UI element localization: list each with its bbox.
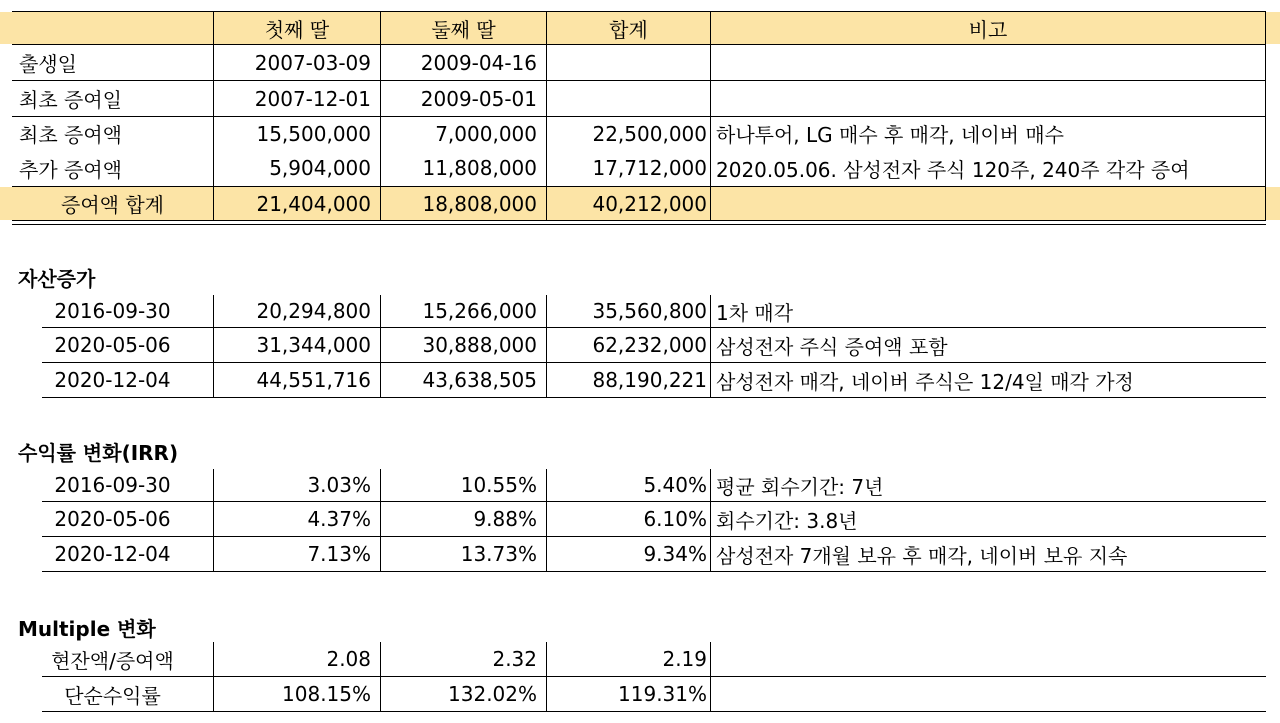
first-daughter-value: 44,551,716 xyxy=(213,363,380,397)
table-row xyxy=(0,117,1280,150)
row-label: 최초 증여일 xyxy=(19,88,122,112)
row-date: 2020-12-04 xyxy=(54,368,171,392)
note-value: 평균 회수기간: 7년 xyxy=(710,469,1266,501)
header-cell-note: 비고 xyxy=(710,12,1266,44)
total-value: 17,712,000 xyxy=(546,150,710,186)
row-label: 추가 증여액 xyxy=(19,157,122,182)
total-value xyxy=(546,81,710,116)
table-row xyxy=(0,469,1280,501)
table-row xyxy=(0,328,1280,362)
grand-total: 40,212,000 xyxy=(546,187,710,220)
total-value xyxy=(546,45,710,80)
section-title-asset: 자산증가 xyxy=(18,267,96,291)
first-daughter-value: 3.03% xyxy=(213,469,380,501)
second-daughter-value: 43,638,505 xyxy=(380,363,546,397)
section-title-multiple: Multiple 변화 xyxy=(18,617,156,641)
note-value xyxy=(710,45,1266,80)
row-date: 2020-05-06 xyxy=(54,507,171,531)
row-date: 2020-12-04 xyxy=(54,542,171,566)
grid-line xyxy=(42,711,1266,712)
note-value xyxy=(710,81,1266,116)
header-cell-label xyxy=(12,12,213,44)
row-date: 2020-05-06 xyxy=(54,333,171,357)
table-row xyxy=(0,45,1280,80)
note-value: 2020.05.06. 삼성전자 주식 120주, 240주 각각 증여 xyxy=(710,150,1266,186)
row-label: 최초 증여액 xyxy=(19,123,122,147)
table-row xyxy=(0,295,1280,327)
note-value xyxy=(710,642,1266,676)
second-daughter-value: 2.32 xyxy=(380,642,546,676)
first-daughter-value: 15,500,000 xyxy=(213,117,380,150)
row-label: 출생일 xyxy=(19,52,77,76)
table-row xyxy=(0,150,1280,186)
row-label: 단순수익률 xyxy=(64,683,161,708)
header-cell-total: 합계 xyxy=(546,12,710,44)
row-label: 현잔액/증여액 xyxy=(51,648,174,673)
second-daughter-value: 7,000,000 xyxy=(380,117,546,150)
table-row xyxy=(0,677,1280,711)
total-value: 2.19 xyxy=(546,642,710,676)
total-value: 22,500,000 xyxy=(546,117,710,150)
first-daughter-value: 108.15% xyxy=(213,677,380,711)
gift-total-row xyxy=(0,187,1280,220)
second-daughter-value: 13.73% xyxy=(380,537,546,571)
second-daughter-value: 30,888,000 xyxy=(380,328,546,362)
first-daughter-value: 5,904,000 xyxy=(213,150,380,186)
note-value xyxy=(710,677,1266,711)
total-value: 9.34% xyxy=(546,537,710,571)
first-daughter-value: 31,344,000 xyxy=(213,328,380,362)
row-date: 2016-09-30 xyxy=(54,473,171,497)
total-row-note xyxy=(710,187,1266,220)
second-daughter-value: 2009-05-01 xyxy=(380,81,546,116)
first-daughter-value: 20,294,800 xyxy=(213,295,380,327)
header-cell-first-daughter: 첫째 딸 xyxy=(213,12,380,44)
double-underline xyxy=(12,224,1266,225)
table-row xyxy=(0,81,1280,116)
first-daughter-value: 4.37% xyxy=(213,502,380,536)
second-daughter-value: 10.55% xyxy=(380,469,546,501)
header-row xyxy=(0,12,1280,44)
second-daughter-value: 132.02% xyxy=(380,677,546,711)
note-value: 삼성전자 주식 증여액 포함 xyxy=(710,328,1266,362)
first-daughter-value: 7.13% xyxy=(213,537,380,571)
total-value: 119.31% xyxy=(546,677,710,711)
table-row xyxy=(0,502,1280,536)
grid-line xyxy=(12,220,1266,221)
table-row xyxy=(0,537,1280,571)
second-daughter-value: 9.88% xyxy=(380,502,546,536)
first-daughter-value: 2.08 xyxy=(213,642,380,676)
note-value: 삼성전자 매각, 네이버 주식은 12/4일 매각 가정 xyxy=(710,363,1266,397)
table-row xyxy=(0,363,1280,397)
note-value: 1차 매각 xyxy=(710,295,1266,327)
first-daughter-total: 21,404,000 xyxy=(213,187,380,220)
second-daughter-value: 2009-04-16 xyxy=(380,45,546,80)
second-daughter-value: 15,266,000 xyxy=(380,295,546,327)
section-title-irr: 수익률 변화(IRR) xyxy=(18,441,179,465)
second-daughter-value: 11,808,000 xyxy=(380,150,546,186)
second-daughter-total: 18,808,000 xyxy=(380,187,546,220)
total-value: 35,560,800 xyxy=(546,295,710,327)
total-value: 88,190,221 xyxy=(546,363,710,397)
note-value: 하나투어, LG 매수 후 매각, 네이버 매수 xyxy=(710,117,1266,150)
header-cell-second-daughter: 둘째 딸 xyxy=(380,12,546,44)
total-row-label: 증여액 합계 xyxy=(61,193,164,217)
total-value: 62,232,000 xyxy=(546,328,710,362)
row-date: 2016-09-30 xyxy=(54,299,171,323)
first-daughter-value: 2007-12-01 xyxy=(213,81,380,116)
table-row xyxy=(0,642,1280,676)
total-value: 6.10% xyxy=(546,502,710,536)
grid-line xyxy=(42,571,1266,572)
first-daughter-value: 2007-03-09 xyxy=(213,45,380,80)
note-value: 삼성전자 7개월 보유 후 매각, 네이버 보유 지속 xyxy=(710,537,1266,571)
grid-line xyxy=(42,397,1266,398)
note-value: 회수기간: 3.8년 xyxy=(710,502,1266,536)
total-value: 5.40% xyxy=(546,469,710,501)
